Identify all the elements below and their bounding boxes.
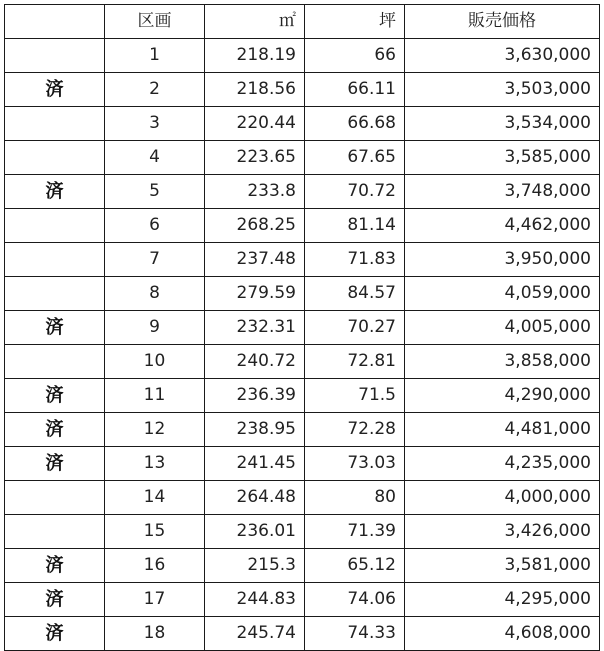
lot-number-cell: 14 <box>105 481 205 515</box>
table-row <box>5 39 600 73</box>
status-cell <box>5 515 105 549</box>
area-sqm-cell: 264.48 <box>205 481 305 515</box>
sale-price-cell: 4,000,000 <box>405 481 600 515</box>
area-tsubo-cell: 65.12 <box>305 549 405 583</box>
area-tsubo-cell: 71.83 <box>305 243 405 277</box>
lot-number-cell: 2 <box>105 73 205 107</box>
area-sqm-cell: 220.44 <box>205 107 305 141</box>
area-sqm-cell: 279.59 <box>205 277 305 311</box>
status-cell <box>5 345 105 379</box>
status-cell: 済 <box>5 549 105 583</box>
lot-number-cell: 15 <box>105 515 205 549</box>
header-lot: 区画 <box>105 5 205 39</box>
lot-number-cell: 1 <box>105 39 205 73</box>
table-row <box>5 379 600 413</box>
area-tsubo-cell: 84.57 <box>305 277 405 311</box>
status-cell: 済 <box>5 311 105 345</box>
sale-price-cell: 3,503,000 <box>405 73 600 107</box>
status-cell: 済 <box>5 175 105 209</box>
area-sqm-cell: 223.65 <box>205 141 305 175</box>
sale-price-cell: 4,462,000 <box>405 209 600 243</box>
area-tsubo-cell: 74.06 <box>305 583 405 617</box>
sale-price-cell: 3,858,000 <box>405 345 600 379</box>
table-header-row <box>5 5 600 39</box>
sale-price-cell: 4,608,000 <box>405 617 600 651</box>
table-row <box>5 277 600 311</box>
table-row <box>5 447 600 481</box>
area-tsubo-cell: 74.33 <box>305 617 405 651</box>
status-cell <box>5 481 105 515</box>
table-row <box>5 73 600 107</box>
lot-number-cell: 10 <box>105 345 205 379</box>
status-cell: 済 <box>5 379 105 413</box>
area-sqm-cell: 218.19 <box>205 39 305 73</box>
table-row <box>5 243 600 277</box>
area-tsubo-cell: 80 <box>305 481 405 515</box>
area-sqm-cell: 232.31 <box>205 311 305 345</box>
area-tsubo-cell: 66.68 <box>305 107 405 141</box>
sale-price-cell: 3,426,000 <box>405 515 600 549</box>
lot-number-cell: 3 <box>105 107 205 141</box>
lot-number-cell: 5 <box>105 175 205 209</box>
table-row <box>5 209 600 243</box>
lot-number-cell: 6 <box>105 209 205 243</box>
sale-price-cell: 4,005,000 <box>405 311 600 345</box>
status-cell: 済 <box>5 583 105 617</box>
area-tsubo-cell: 73.03 <box>305 447 405 481</box>
status-cell <box>5 107 105 141</box>
area-tsubo-cell: 66 <box>305 39 405 73</box>
table-row <box>5 175 600 209</box>
area-sqm-cell: 236.39 <box>205 379 305 413</box>
area-tsubo-cell: 67.65 <box>305 141 405 175</box>
table-row <box>5 549 600 583</box>
area-tsubo-cell: 70.27 <box>305 311 405 345</box>
status-cell: 済 <box>5 617 105 651</box>
table-row <box>5 311 600 345</box>
sale-price-cell: 3,581,000 <box>405 549 600 583</box>
table-row <box>5 481 600 515</box>
area-tsubo-cell: 72.28 <box>305 413 405 447</box>
area-tsubo-cell: 66.11 <box>305 73 405 107</box>
area-sqm-cell: 237.48 <box>205 243 305 277</box>
lot-price-table <box>4 4 600 651</box>
lot-number-cell: 8 <box>105 277 205 311</box>
status-cell <box>5 243 105 277</box>
status-cell: 済 <box>5 73 105 107</box>
header-tsubo: 坪 <box>305 5 405 39</box>
sale-price-cell: 3,950,000 <box>405 243 600 277</box>
lot-number-cell: 16 <box>105 549 205 583</box>
lot-number-cell: 17 <box>105 583 205 617</box>
table-row <box>5 107 600 141</box>
area-sqm-cell: 233.8 <box>205 175 305 209</box>
status-cell <box>5 209 105 243</box>
sale-price-cell: 3,748,000 <box>405 175 600 209</box>
sale-price-cell: 4,059,000 <box>405 277 600 311</box>
status-cell <box>5 141 105 175</box>
header-status <box>5 5 105 39</box>
area-sqm-cell: 238.95 <box>205 413 305 447</box>
sale-price-cell: 4,295,000 <box>405 583 600 617</box>
area-tsubo-cell: 72.81 <box>305 345 405 379</box>
table-row <box>5 345 600 379</box>
lot-number-cell: 9 <box>105 311 205 345</box>
lot-number-cell: 7 <box>105 243 205 277</box>
sale-price-cell: 4,290,000 <box>405 379 600 413</box>
header-sqm: ㎡ <box>205 5 305 39</box>
sale-price-cell: 3,534,000 <box>405 107 600 141</box>
table-row <box>5 515 600 549</box>
lot-number-cell: 11 <box>105 379 205 413</box>
lot-number-cell: 18 <box>105 617 205 651</box>
sale-price-cell: 4,235,000 <box>405 447 600 481</box>
table-row <box>5 617 600 651</box>
sale-price-cell: 4,481,000 <box>405 413 600 447</box>
header-price: 販売価格 <box>405 5 600 39</box>
area-sqm-cell: 218.56 <box>205 73 305 107</box>
table-row <box>5 141 600 175</box>
sale-price-cell: 3,630,000 <box>405 39 600 73</box>
area-sqm-cell: 236.01 <box>205 515 305 549</box>
lot-number-cell: 12 <box>105 413 205 447</box>
lot-number-cell: 13 <box>105 447 205 481</box>
sale-price-cell: 3,585,000 <box>405 141 600 175</box>
area-tsubo-cell: 71.5 <box>305 379 405 413</box>
table-body <box>5 39 600 651</box>
area-sqm-cell: 245.74 <box>205 617 305 651</box>
status-cell: 済 <box>5 447 105 481</box>
status-cell <box>5 39 105 73</box>
table-row <box>5 583 600 617</box>
area-tsubo-cell: 71.39 <box>305 515 405 549</box>
area-sqm-cell: 240.72 <box>205 345 305 379</box>
area-tsubo-cell: 81.14 <box>305 209 405 243</box>
table-row <box>5 413 600 447</box>
status-cell <box>5 277 105 311</box>
area-sqm-cell: 268.25 <box>205 209 305 243</box>
lot-number-cell: 4 <box>105 141 205 175</box>
area-sqm-cell: 241.45 <box>205 447 305 481</box>
status-cell: 済 <box>5 413 105 447</box>
area-sqm-cell: 244.83 <box>205 583 305 617</box>
area-sqm-cell: 215.3 <box>205 549 305 583</box>
area-tsubo-cell: 70.72 <box>305 175 405 209</box>
